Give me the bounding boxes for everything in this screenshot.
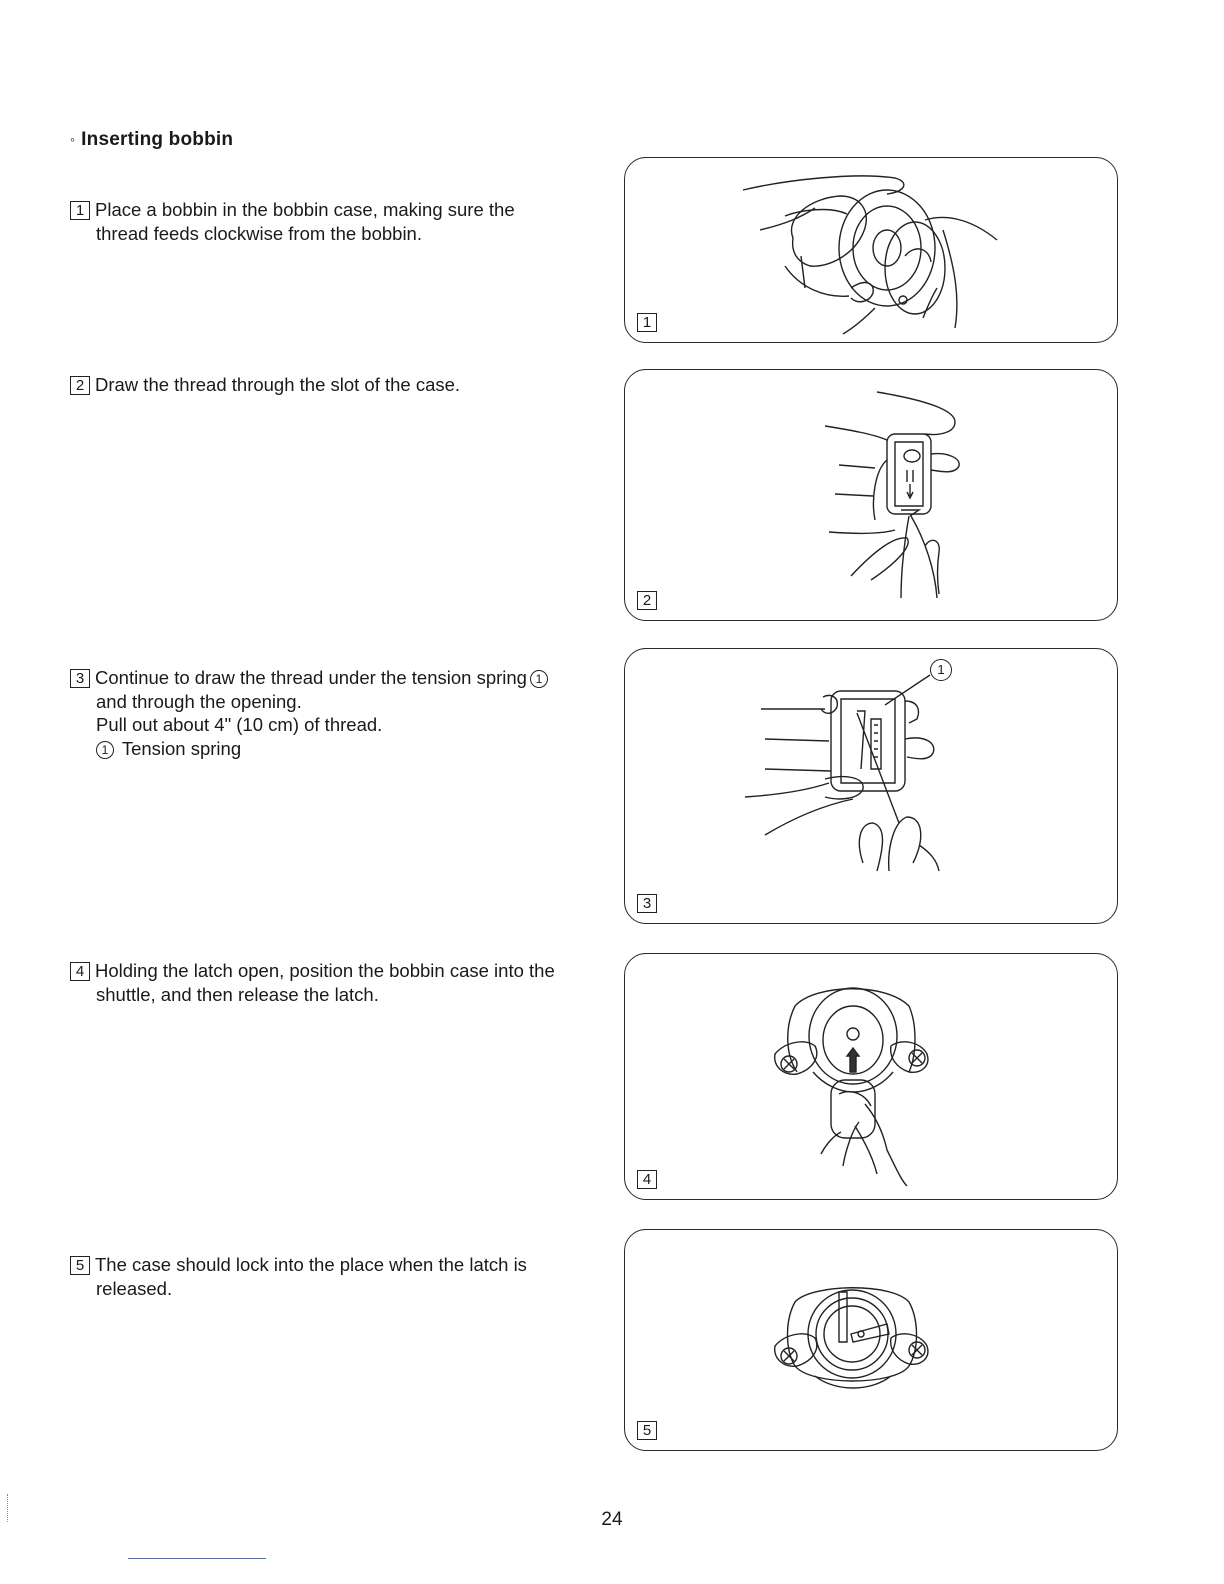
- figure-1-panel: [624, 157, 1118, 343]
- step-3-line-1: 3 Continue to draw the thread under the tension spring 1: [70, 666, 590, 690]
- step-4-line-2: shuttle, and then release the latch.: [96, 983, 379, 1005]
- tension-spring-ref-marker: 1: [530, 670, 548, 688]
- figure-5-panel: [624, 1229, 1118, 1451]
- tension-spring-callout: 1: [930, 659, 952, 681]
- figure-3-label: 3: [637, 894, 657, 913]
- step-3-line-2: and through the opening.: [96, 690, 302, 712]
- figure-5-label: 5: [637, 1421, 657, 1440]
- step-1-line-2: thread feeds clockwise from the bobbin.: [96, 222, 422, 244]
- footer-rule: [128, 1558, 266, 1559]
- step-4-number: 4: [70, 962, 90, 981]
- legend-ref-marker: 1: [96, 741, 114, 759]
- step-2-number: 2: [70, 376, 90, 395]
- step-5-line-2: released.: [96, 1277, 173, 1299]
- step-1-line-1: 1 Place a bobbin in the bobbin case, making sure the: [70, 198, 590, 222]
- inserting-case-into-shuttle-illustration: [625, 954, 1119, 1201]
- step-5-number: 5: [70, 1256, 90, 1275]
- step-4-line-1: 4 Holding the latch open, position the bobbin case into the: [70, 959, 590, 983]
- step-5-instructions: [70, 1253, 590, 1300]
- figure-4-panel: [624, 953, 1118, 1200]
- heading-bullet: ◦: [70, 131, 76, 147]
- step-5-line-1: 5 The case should lock into the place when the latch is: [70, 1253, 590, 1277]
- hand-placing-bobbin-illustration: [625, 158, 1119, 344]
- step-3-legend: 1 Tension spring: [70, 737, 590, 761]
- step-2-instructions: [70, 373, 590, 397]
- figure-1-label: 1: [637, 313, 657, 332]
- case-locked-in-shuttle-illustration: [625, 1230, 1119, 1452]
- margin-mark: [7, 1494, 8, 1522]
- page-number: 24: [601, 1509, 623, 1530]
- heading-text: Inserting bobbin: [81, 129, 234, 150]
- thread-through-slot-illustration: [625, 370, 1119, 622]
- section-heading: [70, 129, 233, 151]
- step-3-number: 3: [70, 669, 90, 688]
- step-3-line-3: Pull out about 4" (10 cm) of thread.: [96, 714, 383, 735]
- figure-4-label: 4: [637, 1170, 657, 1189]
- tension-spring-illustration: [625, 649, 1119, 925]
- step-4-instructions: [70, 959, 590, 1006]
- step-3-instructions: [70, 666, 590, 760]
- figure-2-panel: [624, 369, 1118, 621]
- figure-3-panel: [624, 648, 1118, 924]
- step-1-instructions: [70, 198, 590, 245]
- step-2-line-1: 2 Draw the thread through the slot of the case.: [70, 373, 590, 397]
- step-1-number: 1: [70, 201, 90, 220]
- figure-2-label: 2: [637, 591, 657, 610]
